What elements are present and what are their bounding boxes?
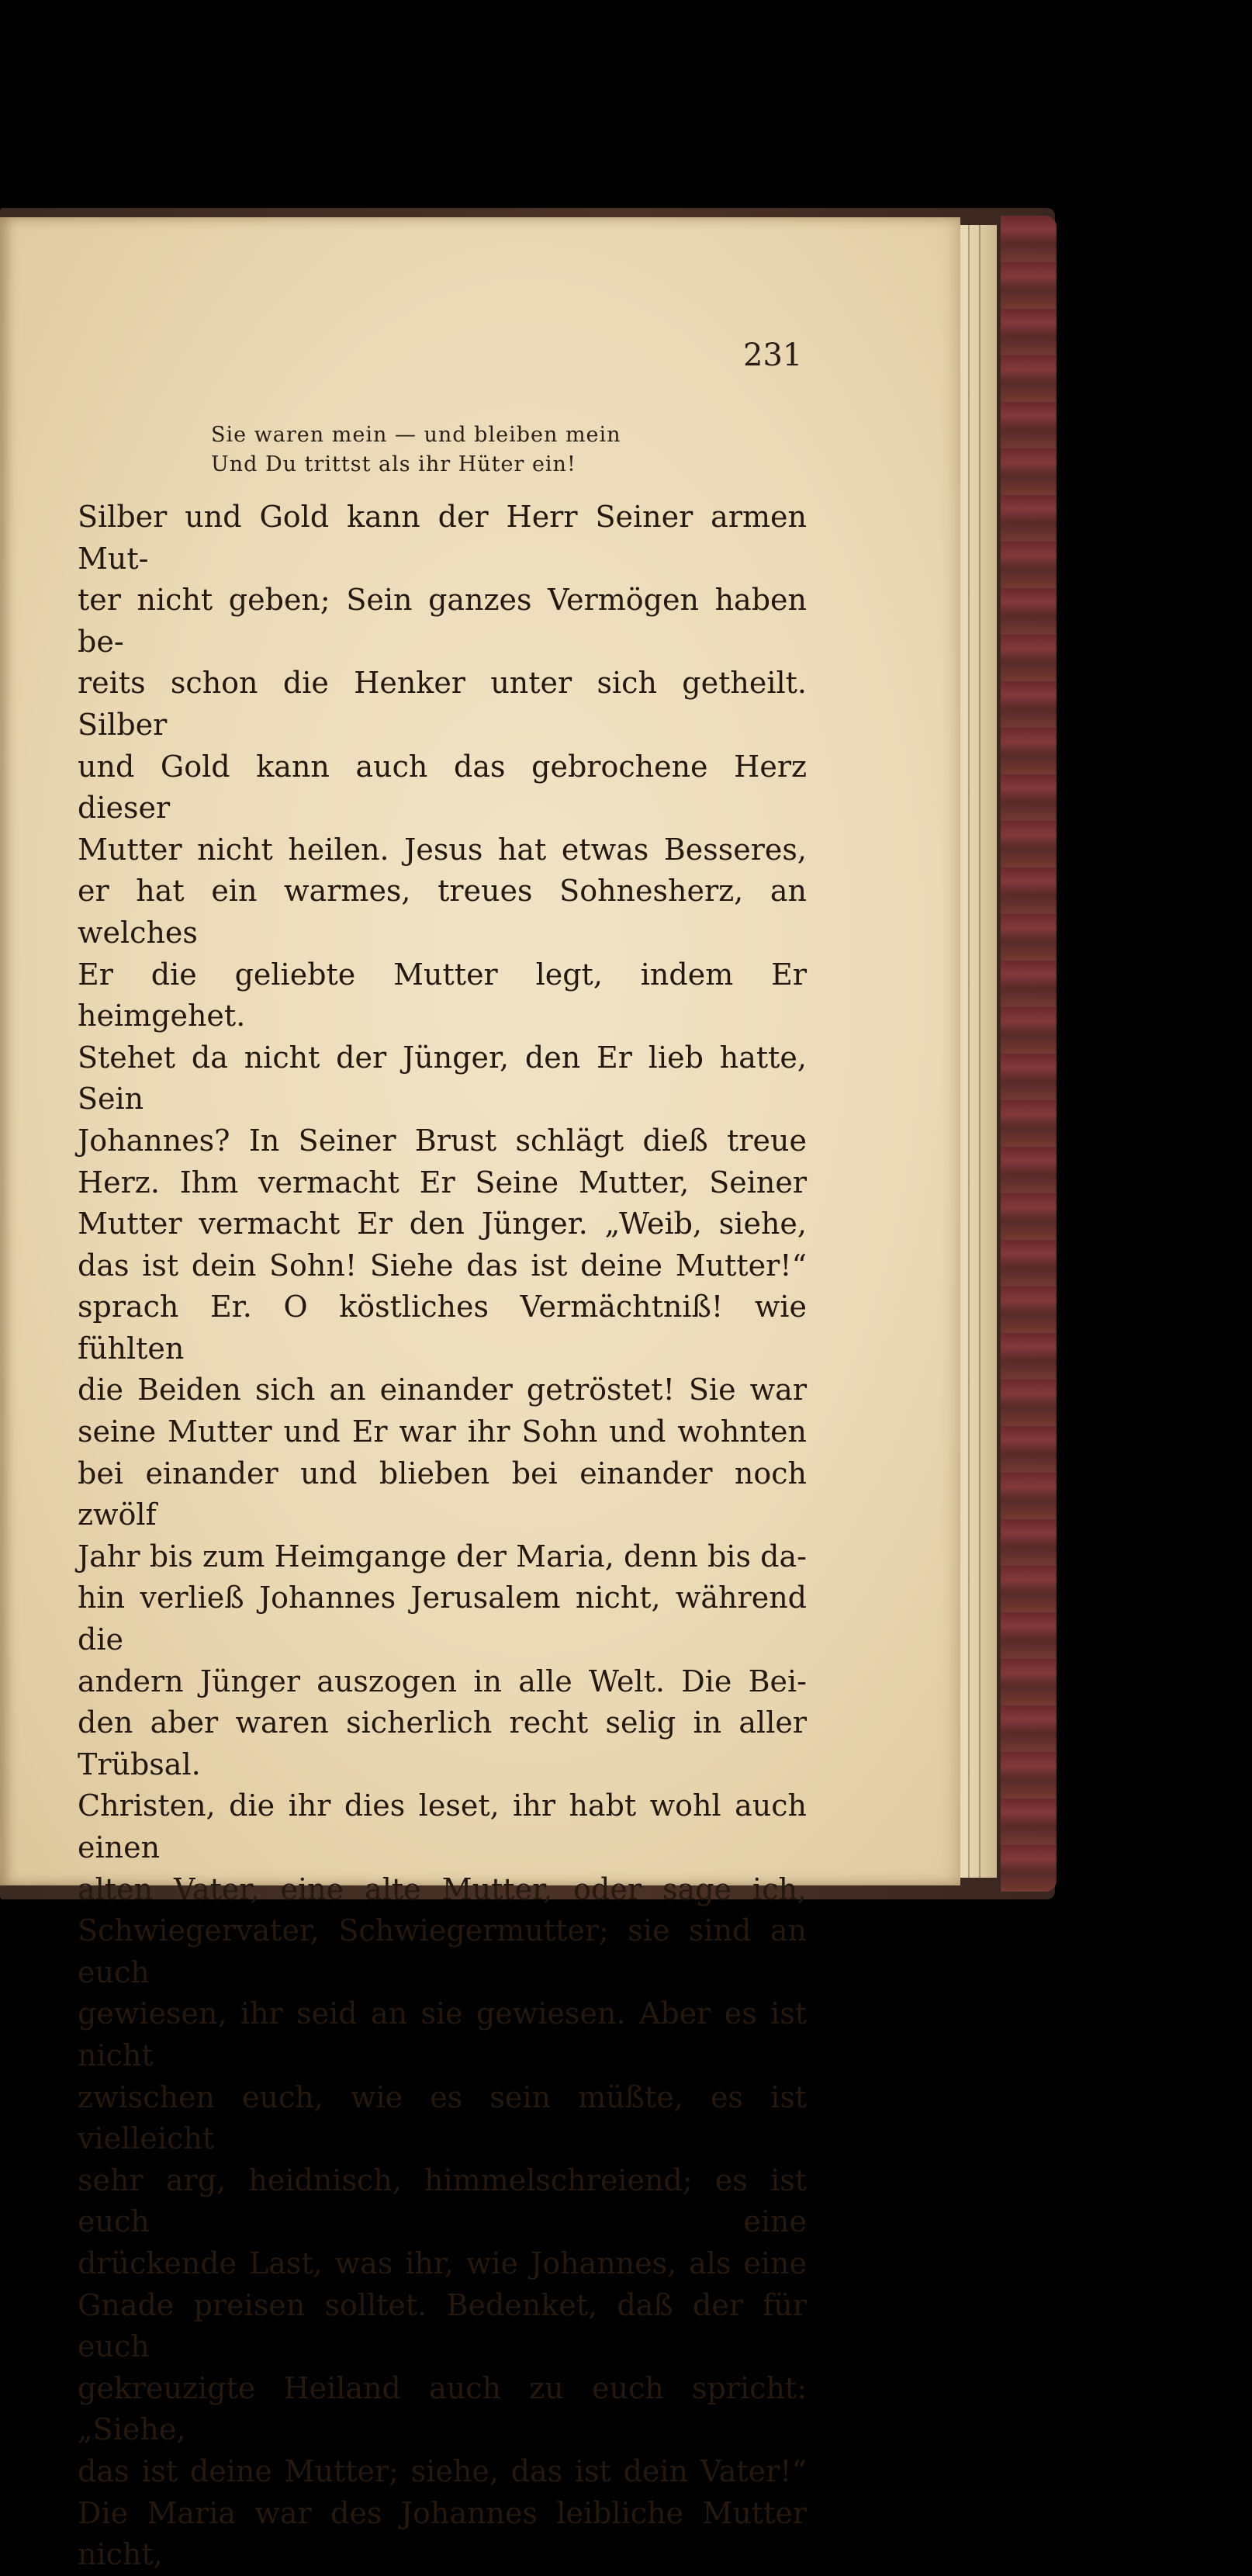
text-line: den aber waren sicherlich recht selig in aller Trübsal. xyxy=(78,1705,807,1781)
text-line: gewiesen, ihr seid an sie gewiesen. Aber es ist nicht xyxy=(78,1996,807,2072)
text-line: bei einander und blieben bei einander noch zwölf xyxy=(78,1456,807,1532)
text-line: reits schon die Henker unter sich getheilt. Silber xyxy=(78,666,807,742)
text-line: sehr arg, heidnisch, himmelschreiend; es ist euch eine xyxy=(78,2162,807,2239)
text-line: Christen, die ihr dies leset, ihr habt wohl auch einen xyxy=(78,1788,807,1864)
text-line: und Gold kann auch das gebrochene Herz dieser xyxy=(78,749,807,826)
motto-line: Und Du trittst als ihr Hüter ein! xyxy=(211,452,576,476)
text-line: Herz. Ihm vermacht Er Seine Mutter, Seiner xyxy=(78,1165,807,1200)
text-line: Gnade preisen solltet. Bedenket, daß der für euch xyxy=(78,2287,807,2364)
text-line: alten Vater, eine alte Mutter, oder sage ich, xyxy=(78,1871,807,1906)
book-page xyxy=(0,217,960,2572)
text-line: das ist deine Mutter; siehe, das ist dein Vater!“ xyxy=(78,2453,807,2488)
motto-line: Sie waren mein — und bleiben mein xyxy=(211,423,621,447)
text-line: Johannes? In Seiner Brust schlägt dieß treue xyxy=(78,1123,807,1158)
text-line: gekreuzigte Heiland auch zu euch spricht: „Siehe, xyxy=(78,2370,807,2447)
book-cover-edge xyxy=(1001,216,1057,1892)
text-line: drückende Last, was ihr, wie Johannes, als eine xyxy=(78,2245,807,2280)
text-line: die Beiden sich an einander getröstet! Sie war xyxy=(78,1373,807,1407)
motto xyxy=(211,421,754,480)
text-line: Stehet da nicht der Jünger, den Er lieb hatte, Sein xyxy=(78,1040,807,1117)
body-text xyxy=(78,497,807,2576)
text-line: andern Jünger auszogen in alle Welt. Die Bei- xyxy=(78,1664,807,1698)
page-edge-line xyxy=(968,225,970,1878)
text-line: das ist dein Sohn! Siehe das ist deine Mutter!“ xyxy=(78,1248,807,1283)
text-line: hin verließ Johannes Jerusalem nicht, während die xyxy=(78,1581,807,1657)
text-line: er hat ein warmes, treues Sohnesherz, an welches xyxy=(78,874,807,950)
text-line: seine Mutter und Er war ihr Sohn und wohnten xyxy=(78,1414,807,1449)
text-line: Die Maria war des Johannes leibliche Mutter nicht, xyxy=(78,2495,807,2572)
page-number: 231 xyxy=(743,338,803,373)
text-line: zwischen euch, wie es sein müßte, es ist vielleicht xyxy=(78,2079,807,2156)
text-line: sprach Er. O köstliches Vermächtniß! wie fühlten xyxy=(78,1290,807,1366)
text-line: Mutter nicht heilen. Jesus hat etwas Besseres, xyxy=(78,832,807,867)
page-edge-line xyxy=(979,225,981,1878)
text-line: Mutter vermacht Er den Jünger. „Weib, siehe, xyxy=(78,1207,807,1241)
text-line: Er die geliebte Mutter legt, indem Er heimgehet. xyxy=(78,957,807,1034)
text-line: Schwiegervater, Schwiegermutter; sie sind an euch xyxy=(78,1913,807,1989)
text-line: Jahr bis zum Heimgange der Maria, denn bis da- xyxy=(78,1539,807,1574)
text-line: ter nicht geben; Sein ganzes Vermögen haben be- xyxy=(78,583,807,659)
text-line: Silber und Gold kann der Herr Seiner armen Mut- xyxy=(78,500,807,576)
